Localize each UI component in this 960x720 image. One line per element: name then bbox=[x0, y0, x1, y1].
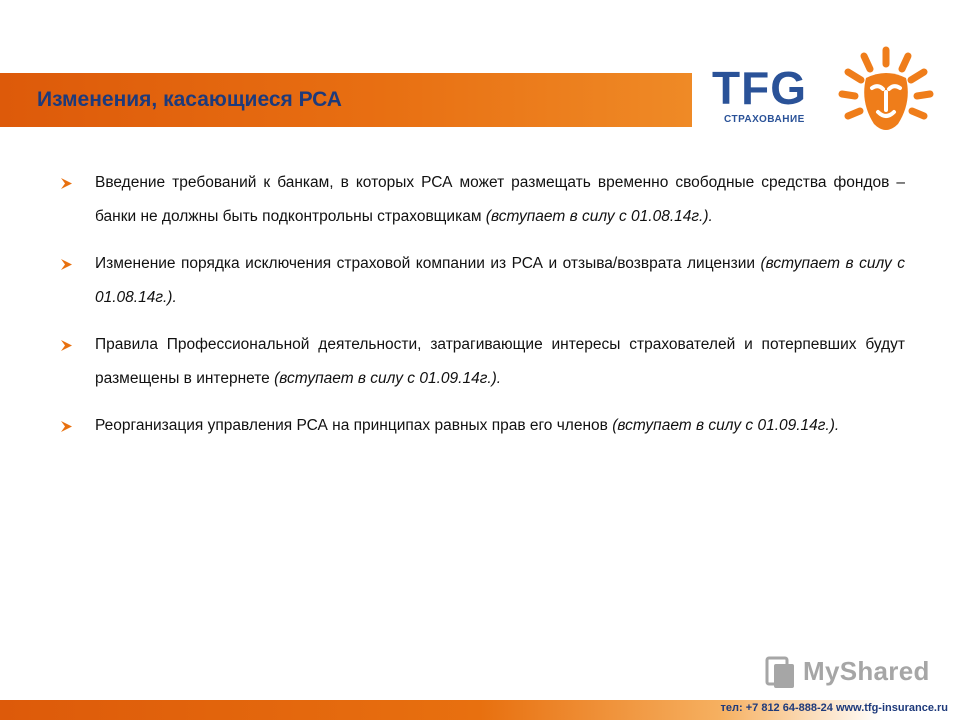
watermark bbox=[765, 654, 930, 694]
list-item-text: Реорганизация управления РСА на принципах равных прав его членов bbox=[95, 417, 613, 434]
arrow-bullet-icon bbox=[60, 258, 73, 271]
lion-logo-icon bbox=[836, 44, 936, 144]
page-title: Изменения, касающиеся РСА bbox=[37, 88, 342, 111]
bullet-list bbox=[60, 166, 905, 456]
arrow-bullet-icon bbox=[60, 177, 73, 190]
list-item-note: (вступает в силу с 01.09.14г.). bbox=[274, 370, 502, 387]
footer-contact: тел: +7 812 64-888-24 www.tfg-insurance.ru bbox=[720, 702, 948, 714]
myshared-icon bbox=[765, 654, 797, 690]
tfg-logo bbox=[712, 62, 832, 132]
arrow-bullet-icon bbox=[60, 339, 73, 352]
arrow-bullet-icon bbox=[60, 420, 73, 433]
list-item-note: (вступает в силу с 01.08.14г.). bbox=[95, 255, 905, 306]
list-item-note: (вступает в силу с 01.09.14г.). bbox=[612, 417, 840, 434]
list-item-note: (вступает в силу с 01.08.14г.). bbox=[485, 208, 713, 225]
list-item-text: Изменение порядка исключения страховой компании из РСА и отзыва/возврата лицензии bbox=[95, 255, 761, 272]
logo-text: TFG bbox=[712, 62, 807, 114]
logo-subtitle: СТРАХОВАНИЕ bbox=[724, 114, 805, 125]
list-item-text: Введение требований к банкам, в которых РСА может размещать временно свободные средства фондов – банки не должны быть подконтрольны страховщикам bbox=[95, 174, 905, 225]
list-item bbox=[60, 247, 905, 315]
list-item bbox=[60, 166, 905, 234]
list-item bbox=[60, 328, 905, 396]
watermark-text: MyShared bbox=[803, 656, 930, 686]
list-item-text: Правила Профессиональной деятельности, затрагивающие интересы страхователей и потерпевших будут размещены в интернете bbox=[95, 336, 905, 387]
list-item bbox=[60, 409, 905, 443]
